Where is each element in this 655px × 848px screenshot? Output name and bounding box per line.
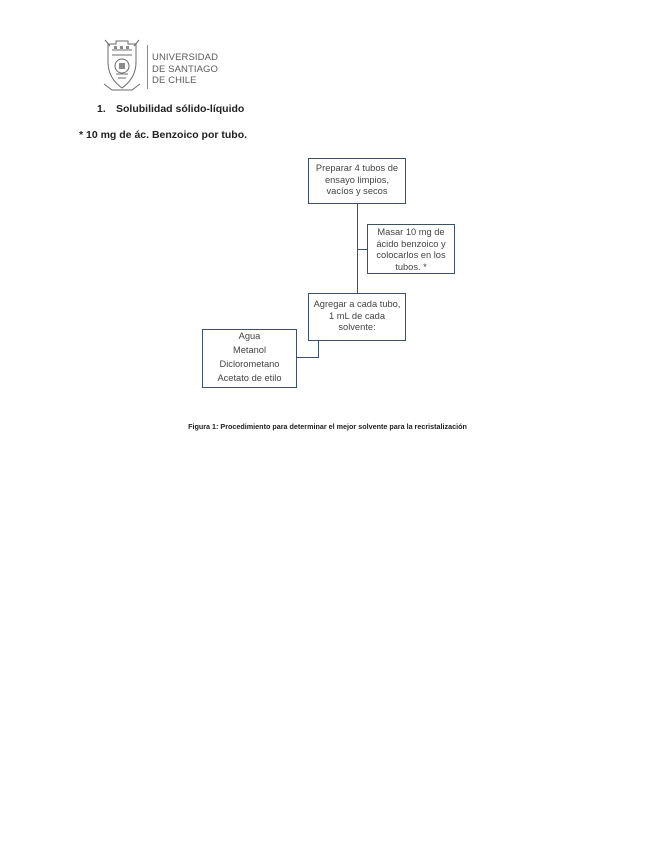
step2-line-4: tubos. * <box>395 261 427 272</box>
step2-line-3: colocarlos en los <box>376 250 446 261</box>
figure-caption: Figura 1: Procedimiento para determinar el mejor solvente para la recristalización <box>188 422 467 431</box>
step3-line-3: solvente: <box>338 322 376 333</box>
section-number: 1. <box>97 103 106 115</box>
solvent-item: Agua <box>238 331 261 341</box>
connector-to-step2 <box>357 249 367 250</box>
step1-line-1: Preparar 4 tubos de <box>315 163 399 173</box>
logo-line-1: UNIVERSIDAD <box>152 52 219 63</box>
solvent-item: Diclorometano <box>219 359 280 369</box>
section-title: Solubilidad sólido-líquido <box>116 103 245 115</box>
solvent-item: Acetato de etilo <box>217 373 282 383</box>
flow-step-weigh-acid <box>367 224 455 274</box>
step2-line-2: ácido benzoico y <box>376 238 446 249</box>
logo-divider <box>147 45 148 89</box>
step3-line-1: Agregar a cada tubo, <box>313 299 401 309</box>
solvent-item: Metanol <box>232 345 267 355</box>
sample-note: * 10 mg de ác. Benzoico por tubo. <box>79 129 248 141</box>
connector-to-solvents <box>297 357 319 358</box>
step1-line-2: ensayo limpios, <box>324 174 390 185</box>
logo-line-2: DE SANTIAGO <box>152 63 219 75</box>
flow-solvent-list <box>202 329 297 388</box>
section-heading <box>97 103 244 115</box>
flow-step-add-solvent <box>308 293 406 341</box>
university-emblem-icon <box>102 38 142 92</box>
flow-step-prepare-tubes <box>308 158 406 204</box>
university-logo-text <box>152 52 218 87</box>
step1-line-3: vacíos y secos <box>326 186 388 197</box>
logo-line-3: DE CHILE <box>152 75 197 86</box>
step2-line-1: Masar 10 mg de <box>377 227 445 237</box>
step3-line-2: 1 mL de cada <box>329 310 385 321</box>
connector-step3-down <box>318 341 319 357</box>
